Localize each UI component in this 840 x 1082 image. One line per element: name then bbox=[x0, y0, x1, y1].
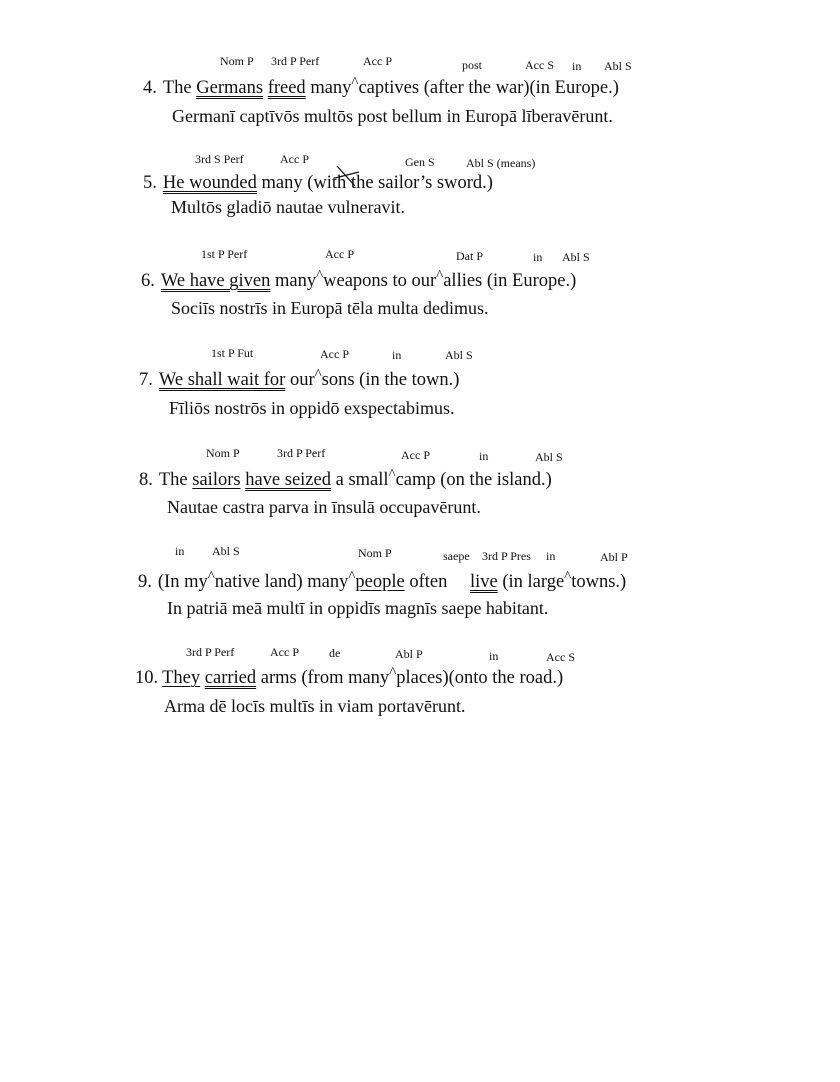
english-sentence: 10. They carried arms (from many^places)(onto the road.) bbox=[135, 667, 563, 690]
annotation: Abl S bbox=[604, 59, 632, 73]
verb-word: We shall wait for bbox=[158, 370, 286, 390]
annotation: Acc P bbox=[325, 247, 354, 261]
latin-translation: Fīliōs nostrōs in oppidō exspectabimus. bbox=[169, 398, 455, 418]
latin-translation: Germanī captīvōs multōs post bellum in Europā līberavērunt. bbox=[172, 106, 613, 126]
latin-translation: Multōs gladiō nautae vulneravit. bbox=[171, 197, 405, 217]
annotation: Abl P bbox=[395, 647, 423, 661]
item-number: 4. bbox=[143, 78, 157, 98]
annotation: Abl S bbox=[445, 348, 473, 362]
annotation: saepe bbox=[443, 549, 470, 563]
subject-word: Germans bbox=[196, 78, 264, 98]
annotation: Dat P bbox=[456, 249, 483, 263]
english-sentence: 5. He wounded many (with the sailor’s sword.) bbox=[143, 173, 493, 193]
latin-translation: Arma dē locīs multīs in viam portavērunt. bbox=[164, 696, 466, 716]
annotation: Gen S bbox=[405, 155, 435, 169]
annotation: Acc S bbox=[546, 650, 575, 664]
annotation: Acc P bbox=[401, 448, 430, 462]
insertion-caret: ^ bbox=[436, 268, 444, 284]
item-number: 8. bbox=[139, 470, 153, 490]
insertion-caret: ^ bbox=[564, 569, 572, 585]
insertion-caret: ^ bbox=[207, 569, 215, 585]
annotation: Abl S (means) bbox=[466, 156, 536, 170]
annotation: Acc P bbox=[270, 645, 299, 659]
annotation: 1st P Perf bbox=[201, 247, 248, 261]
verb-word: carried bbox=[204, 668, 257, 688]
subject-word: They bbox=[162, 668, 201, 688]
annotation: Abl S bbox=[535, 450, 563, 464]
english-sentence: 6. We have given many^weapons to our^allies (in Europe.) bbox=[141, 270, 576, 293]
item-number: 5. bbox=[143, 173, 157, 193]
annotation: in bbox=[479, 449, 489, 463]
subject-word: sailors bbox=[192, 470, 241, 490]
subject-word: people bbox=[355, 572, 405, 592]
annotation: Nom P bbox=[358, 546, 392, 560]
item-number: 7. bbox=[139, 370, 153, 390]
english-sentence: 4. The Germans freed many^captives (after the war)(in Europe.) bbox=[143, 77, 619, 100]
annotation: in bbox=[175, 544, 185, 558]
annotation: in bbox=[489, 649, 499, 663]
verb-word: He wounded bbox=[162, 173, 257, 193]
insertion-caret: ^ bbox=[351, 75, 359, 91]
english-sentence: 7. We shall wait for our^sons (in the town.) bbox=[139, 369, 459, 392]
latin-translation: In patriā meā multī in oppidīs magnīs saepe habitant. bbox=[167, 598, 549, 618]
annotation: 3rd P Perf bbox=[271, 54, 320, 68]
annotation: 3rd P Perf bbox=[186, 645, 235, 659]
insertion-caret: ^ bbox=[388, 467, 396, 483]
annotation: Nom P bbox=[206, 446, 240, 460]
english-sentence: 8. The sailors have seized a small^camp (on the island.) bbox=[139, 469, 552, 492]
annotation: in bbox=[546, 549, 556, 563]
annotation: 3rd P Pres bbox=[482, 549, 531, 563]
annotation: Abl P bbox=[600, 550, 628, 564]
annotation: Abl S bbox=[562, 250, 590, 264]
annotation: Acc P bbox=[320, 347, 349, 361]
latin-translation: Nautae castra parva in īnsulā occupavērunt. bbox=[167, 497, 481, 517]
annotation: de bbox=[329, 646, 341, 660]
annotation: Acc S bbox=[525, 58, 554, 72]
verb-word: have seized bbox=[245, 470, 331, 490]
annotation: in bbox=[572, 59, 582, 73]
insertion-caret: ^ bbox=[316, 268, 324, 284]
annotation: Abl S bbox=[212, 544, 240, 558]
annotation: 1st P Fut bbox=[211, 346, 254, 360]
annotation: Acc P bbox=[280, 152, 309, 166]
insertion-caret: ^ bbox=[348, 569, 356, 585]
verb-word: We have given bbox=[160, 271, 271, 291]
annotation: 3rd P Perf bbox=[277, 446, 326, 460]
annotation: Nom P bbox=[220, 54, 254, 68]
latin-translation: Sociīs nostrīs in Europā tēla multa dedimus. bbox=[171, 298, 489, 318]
english-sentence: 9. (In my^native land) many^people often live (in large^towns.) bbox=[138, 571, 626, 594]
annotation: in bbox=[392, 348, 402, 362]
annotation: post bbox=[462, 58, 483, 72]
annotation: in bbox=[533, 250, 543, 264]
strike-mark bbox=[333, 164, 363, 188]
item-number: 10. bbox=[135, 668, 159, 688]
verb-word: freed bbox=[267, 78, 306, 98]
insertion-caret: ^ bbox=[314, 367, 322, 383]
item-number: 9. bbox=[138, 572, 152, 592]
item-number: 6. bbox=[141, 271, 155, 291]
annotation: 3rd S Perf bbox=[195, 152, 244, 166]
insertion-caret: ^ bbox=[389, 665, 397, 681]
verb-word: live bbox=[469, 572, 498, 592]
annotation: Acc P bbox=[363, 54, 392, 68]
